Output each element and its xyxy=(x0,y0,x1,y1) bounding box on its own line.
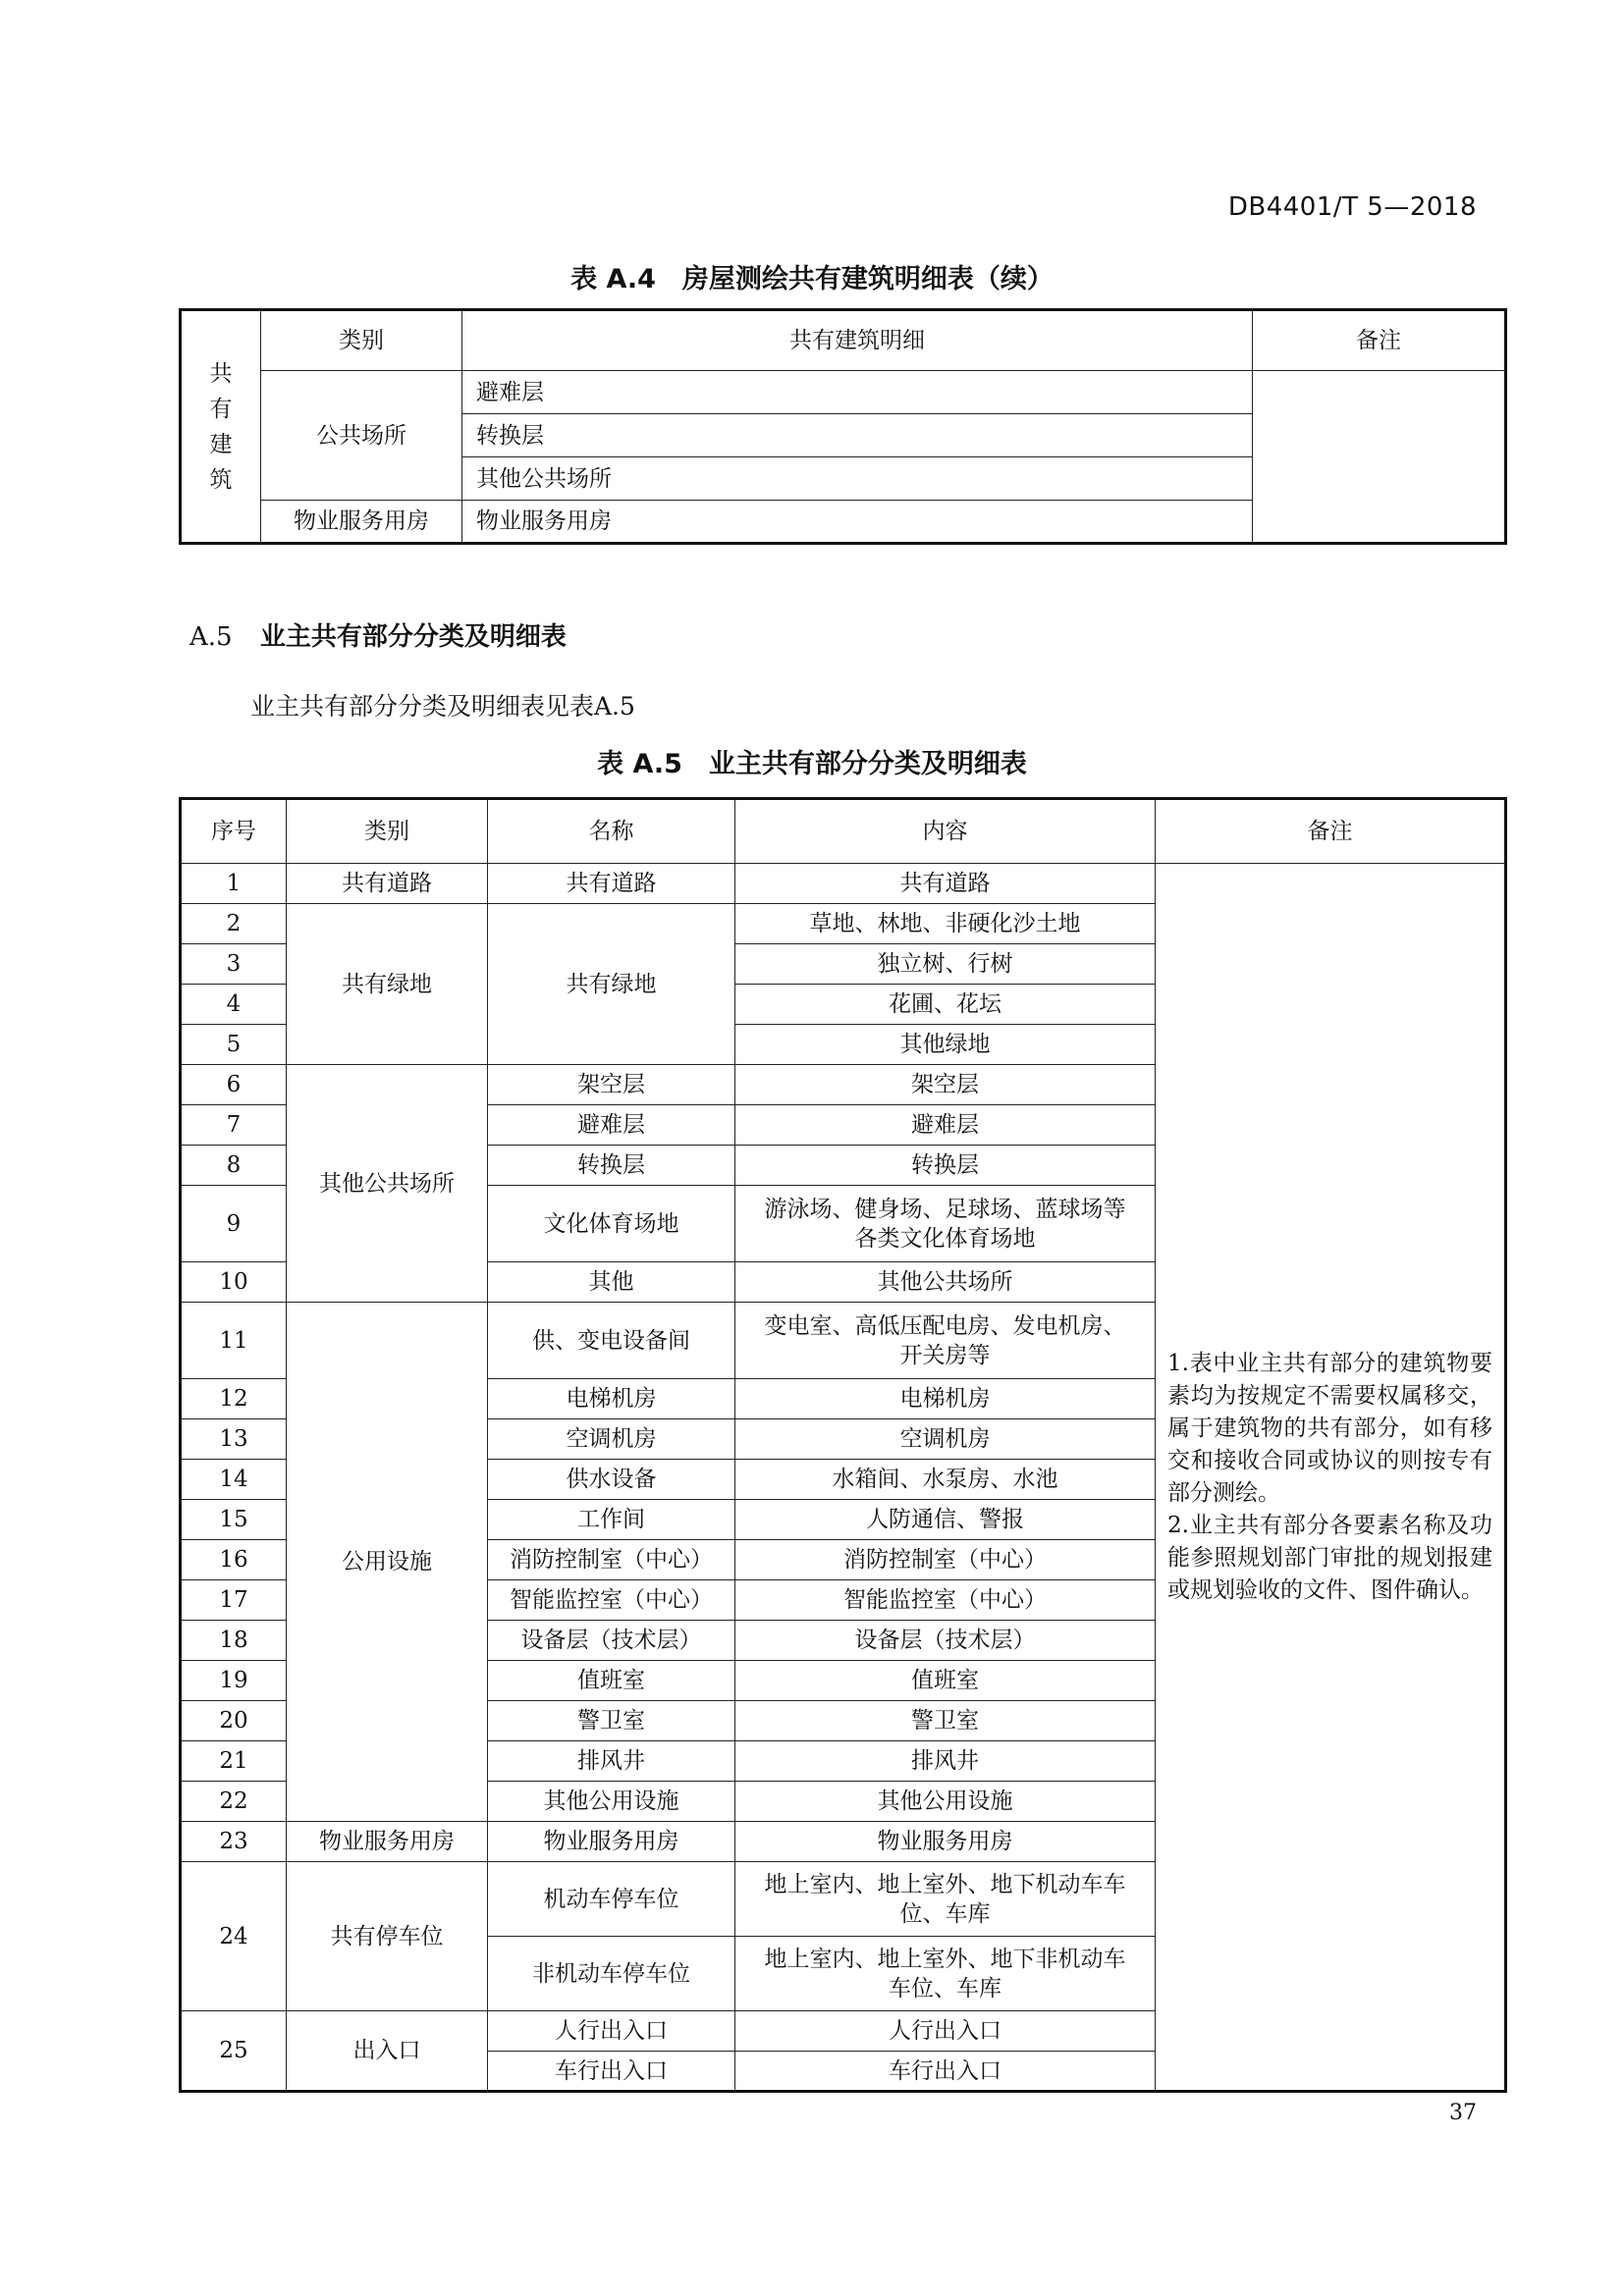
detail-cell: 物业服务用房 xyxy=(462,501,1253,544)
content-cell: 智能监控室（中心） xyxy=(735,1580,1156,1621)
content-cell: 车行出入口 xyxy=(735,2052,1156,2092)
content-cell: 地上室内、地上室外、地下非机动车 车位、车库 xyxy=(735,1937,1156,2011)
header-category: 类别 xyxy=(287,799,488,864)
content-cell: 架空层 xyxy=(735,1065,1156,1105)
name-cell: 车行出入口 xyxy=(488,2052,735,2092)
name-cell: 其他公用设施 xyxy=(488,1782,735,1822)
name-cell: 非机动车停车位 xyxy=(488,1937,735,2011)
seq-cell: 7 xyxy=(181,1105,287,1146)
seq-cell: 18 xyxy=(181,1621,287,1661)
remark-note-1: 1.表中业主共有部分的建筑物要素均为按规定不需要权属移交，属于建筑物的共有部分，如有移交和接收合同或协议的则按专有部分测绘。 xyxy=(1167,1350,1492,1506)
name-cell: 值班室 xyxy=(488,1661,735,1701)
name-cell: 架空层 xyxy=(488,1065,735,1105)
name-cell: 避难层 xyxy=(488,1105,735,1146)
content-cell: 人防通信、警报 xyxy=(735,1500,1156,1540)
seq-cell: 22 xyxy=(181,1782,287,1822)
content-cell: 物业服务用房 xyxy=(735,1822,1156,1862)
content-cell: 游泳场、健身场、足球场、蓝球场等 各类文化体育场地 xyxy=(735,1186,1156,1262)
content-cell: 警卫室 xyxy=(735,1701,1156,1741)
content-cell: 共有道路 xyxy=(735,864,1156,904)
seq-cell: 25 xyxy=(181,2011,287,2092)
table-row xyxy=(181,310,1506,371)
seq-cell: 13 xyxy=(181,1419,287,1460)
header-detail: 共有建筑明细 xyxy=(462,310,1253,371)
name-cell: 工作间 xyxy=(488,1500,735,1540)
seq-cell: 8 xyxy=(181,1146,287,1186)
section-number: A.5 xyxy=(189,622,233,652)
header-category: 类别 xyxy=(261,310,462,371)
category-cell: 出入口 xyxy=(287,2011,488,2092)
seq-cell: 14 xyxy=(181,1460,287,1500)
content-cell: 独立树、行树 xyxy=(735,944,1156,985)
content-cell: 变电室、高低压配电房、发电机房、 开关房等 xyxy=(735,1303,1156,1379)
content-cell: 其他绿地 xyxy=(735,1025,1156,1065)
seq-cell: 19 xyxy=(181,1661,287,1701)
content-cell: 空调机房 xyxy=(735,1419,1156,1460)
seq-cell: 12 xyxy=(181,1379,287,1419)
category-cell: 公用设施 xyxy=(287,1303,488,1822)
seq-cell: 23 xyxy=(181,1822,287,1862)
table-a5 xyxy=(179,797,1507,2093)
detail-cell: 避难层 xyxy=(462,371,1253,414)
category-cell: 共有绿地 xyxy=(287,904,488,1065)
name-cell: 文化体育场地 xyxy=(488,1186,735,1262)
name-cell: 机动车停车位 xyxy=(488,1862,735,1937)
detail-cell: 其他公共场所 xyxy=(462,457,1253,501)
table-row xyxy=(181,864,1506,904)
content-cell: 草地、林地、非硬化沙土地 xyxy=(735,904,1156,944)
seq-cell: 11 xyxy=(181,1303,287,1379)
content-cell: 转换层 xyxy=(735,1146,1156,1186)
section-paragraph: 业主共有部分分类及明细表见表A.5 xyxy=(250,692,635,721)
table-row xyxy=(181,371,1506,414)
detail-cell: 转换层 xyxy=(462,414,1253,457)
group-label-cell: 共 有 建 筑 xyxy=(181,310,261,544)
content-cell: 水箱间、水泵房、水池 xyxy=(735,1460,1156,1500)
seq-cell: 9 xyxy=(181,1186,287,1262)
name-cell: 设备层（技术层） xyxy=(488,1621,735,1661)
content-cell: 设备层（技术层） xyxy=(735,1621,1156,1661)
content-cell: 花圃、花坛 xyxy=(735,985,1156,1025)
name-cell: 排风井 xyxy=(488,1741,735,1782)
standard-code: DB4401/T 5—2018 xyxy=(1227,192,1477,222)
category-cell: 其他公共场所 xyxy=(287,1065,488,1303)
seq-cell: 6 xyxy=(181,1065,287,1105)
content-cell: 地上室内、地上室外、地下机动车车 位、车库 xyxy=(735,1862,1156,1937)
category-cell: 公共场所 xyxy=(261,371,462,501)
content-cell: 人行出入口 xyxy=(735,2011,1156,2052)
seq-cell: 3 xyxy=(181,944,287,985)
name-cell: 供水设备 xyxy=(488,1460,735,1500)
category-cell: 物业服务用房 xyxy=(261,501,462,544)
header-content: 内容 xyxy=(735,799,1156,864)
remark-note-2: 2.业主共有部分各要素名称及功能参照规划部门审批的规划报建或规划验收的文件、图件确认。 xyxy=(1167,1512,1492,1603)
content-cell: 排风井 xyxy=(735,1741,1156,1782)
category-cell: 共有道路 xyxy=(287,864,488,904)
seq-cell: 15 xyxy=(181,1500,287,1540)
name-cell: 消防控制室（中心） xyxy=(488,1540,735,1580)
name-cell: 智能监控室（中心） xyxy=(488,1580,735,1621)
category-cell: 共有停车位 xyxy=(287,1862,488,2011)
remark-cell xyxy=(1253,371,1506,544)
seq-cell: 17 xyxy=(181,1580,287,1621)
name-cell: 人行出入口 xyxy=(488,2011,735,2052)
header-seq: 序号 xyxy=(181,799,287,864)
name-cell: 供、变电设备间 xyxy=(488,1303,735,1379)
remarks-cell xyxy=(1156,864,1506,2092)
header-remark: 备注 xyxy=(1253,310,1506,371)
seq-cell: 21 xyxy=(181,1741,287,1782)
category-cell: 物业服务用房 xyxy=(287,1822,488,1862)
seq-cell: 2 xyxy=(181,904,287,944)
name-cell: 转换层 xyxy=(488,1146,735,1186)
table-a5-caption: 表 A.5 业主共有部分分类及明细表 xyxy=(597,749,1027,779)
table-a4 xyxy=(179,308,1507,545)
table-row xyxy=(181,799,1506,864)
name-cell: 警卫室 xyxy=(488,1701,735,1741)
page-number: 37 xyxy=(1449,2101,1477,2125)
content-cell: 其他公用设施 xyxy=(735,1782,1156,1822)
name-cell: 共有道路 xyxy=(488,864,735,904)
content-cell: 其他公共场所 xyxy=(735,1262,1156,1303)
seq-cell: 10 xyxy=(181,1262,287,1303)
content-cell: 电梯机房 xyxy=(735,1379,1156,1419)
header-remark: 备注 xyxy=(1156,799,1506,864)
name-cell: 其他 xyxy=(488,1262,735,1303)
seq-cell: 24 xyxy=(181,1862,287,2011)
content-cell: 消防控制室（中心） xyxy=(735,1540,1156,1580)
header-name: 名称 xyxy=(488,799,735,864)
name-cell: 电梯机房 xyxy=(488,1379,735,1419)
seq-cell: 20 xyxy=(181,1701,287,1741)
content-cell: 值班室 xyxy=(735,1661,1156,1701)
seq-cell: 16 xyxy=(181,1540,287,1580)
name-cell: 共有绿地 xyxy=(488,904,735,1065)
section-title: 业主共有部分分类及明细表 xyxy=(259,622,567,652)
name-cell: 物业服务用房 xyxy=(488,1822,735,1862)
section-heading xyxy=(189,616,567,653)
table-a4-caption: 表 A.4 房屋测绘共有建筑明细表（续） xyxy=(570,264,1054,294)
name-cell: 空调机房 xyxy=(488,1419,735,1460)
content-cell: 避难层 xyxy=(735,1105,1156,1146)
seq-cell: 1 xyxy=(181,864,287,904)
seq-cell: 4 xyxy=(181,985,287,1025)
seq-cell: 5 xyxy=(181,1025,287,1065)
